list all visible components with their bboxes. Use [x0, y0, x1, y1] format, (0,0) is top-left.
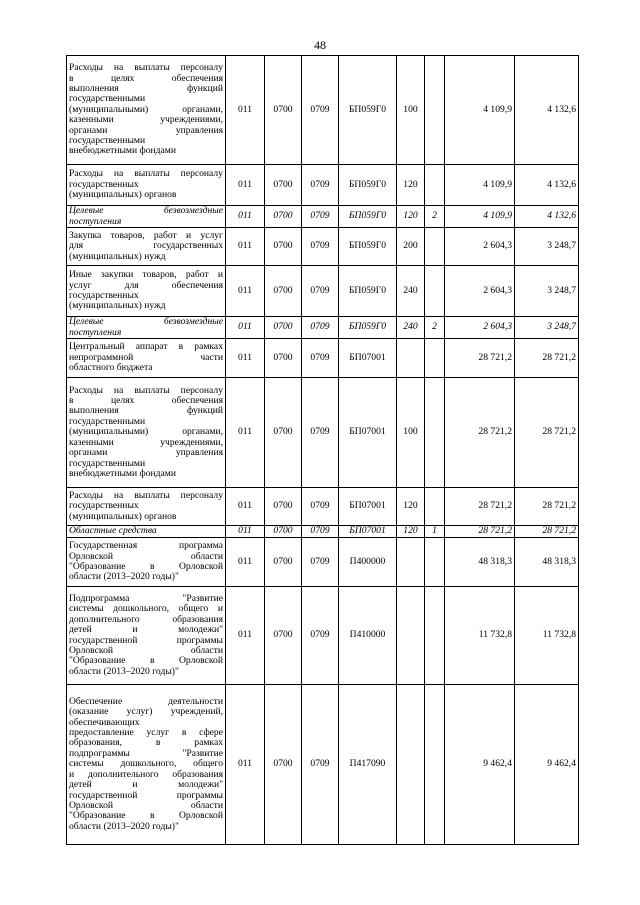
grbs-cell: 011	[226, 317, 265, 339]
source-cell	[425, 488, 445, 526]
expense-name-cell	[67, 587, 226, 685]
target-article-cell: БП07001	[339, 339, 397, 378]
sum-year2-cell: 3 248,7	[515, 317, 579, 339]
target-article-cell: БП059Г0	[339, 165, 397, 206]
expense-type-cell	[397, 587, 425, 685]
section-cell: 0700	[265, 339, 302, 378]
expense-type-cell	[397, 339, 425, 378]
target-article-cell: П417090	[339, 685, 397, 845]
expense-name-line: государственными	[69, 135, 146, 147]
section-cell: 0700	[265, 56, 302, 165]
target-article-cell: БП07001	[339, 526, 397, 538]
expense-name-line: поступления	[69, 215, 122, 227]
subsection-cell: 0709	[302, 378, 339, 488]
grbs-cell: 011	[226, 56, 265, 165]
sum-year1-cell: 48 318,3	[445, 538, 515, 587]
expense-name-line: государственной программы	[69, 789, 223, 801]
target-article-cell: БП059Г0	[339, 317, 397, 339]
section-cell: 0700	[265, 165, 302, 206]
expense-name-line: (муниципальных) нужд	[69, 250, 166, 262]
sum-year2-cell: 48 318,3	[515, 538, 579, 587]
expense-name-line: Расходы на выплаты персоналу	[69, 489, 223, 501]
grbs-cell: 011	[226, 587, 265, 685]
subsection-cell: 0709	[302, 685, 339, 845]
expense-name-line: внебюджетными фондами	[69, 145, 176, 157]
expense-name-line: выполнения функций	[69, 405, 223, 417]
expense-name-line: поступления	[69, 326, 122, 338]
expense-name-cell	[67, 685, 226, 845]
source-cell	[425, 685, 445, 845]
expense-name-line: Орловской области	[69, 644, 223, 656]
sum-year2-cell: 28 721,2	[515, 488, 579, 526]
expense-type-cell: 120	[397, 165, 425, 206]
table-row	[67, 587, 579, 685]
expense-name-line: Подпрограмма "Развитие	[69, 592, 223, 604]
section-cell: 0700	[265, 266, 302, 317]
subsection-cell: 0709	[302, 317, 339, 339]
expense-name-cell	[67, 378, 226, 488]
sum-year2-cell: 28 721,2	[515, 378, 579, 488]
table-row	[67, 206, 579, 228]
expense-name-line: области (2013–2020 годы)"	[69, 665, 179, 677]
expense-name-line: в целях обеспечения	[69, 395, 223, 407]
expense-name-cell	[67, 206, 226, 228]
expense-name-line: предоставление услуг в сфере	[69, 727, 223, 739]
subsection-cell: 0709	[302, 56, 339, 165]
target-article-cell: П410000	[339, 587, 397, 685]
sum-year1-cell: 28 721,2	[445, 526, 515, 538]
expense-name-cell	[67, 266, 226, 317]
expense-name-cell	[67, 317, 226, 339]
sum-year1-cell: 28 721,2	[445, 488, 515, 526]
grbs-cell: 011	[226, 488, 265, 526]
target-article-cell: БП059Г0	[339, 228, 397, 266]
expense-name-cell	[67, 526, 226, 538]
subsection-cell: 0709	[302, 488, 339, 526]
source-cell	[425, 538, 445, 587]
sum-year2-cell: 4 132,6	[515, 165, 579, 206]
expense-type-cell: 120	[397, 488, 425, 526]
expense-name-line: детей и молодежи"	[69, 624, 223, 636]
expense-name-line: системы дошкольного, общего	[69, 758, 223, 770]
sum-year2-cell: 3 248,7	[515, 266, 579, 317]
budget-table	[66, 55, 579, 845]
section-cell: 0700	[265, 228, 302, 266]
expense-name-line: государственными	[69, 415, 146, 427]
expense-name-cell	[67, 56, 226, 165]
expense-name-line: Орловской области	[69, 550, 223, 562]
expense-name-line: государственных	[69, 178, 139, 190]
expense-name-line: для государственных	[69, 240, 223, 252]
target-article-cell: П400000	[339, 538, 397, 587]
source-cell	[425, 378, 445, 488]
source-cell: 2	[425, 317, 445, 339]
table-row	[67, 685, 579, 845]
expense-name-line: обеспечивающих	[69, 716, 140, 728]
section-cell: 0700	[265, 685, 302, 845]
grbs-cell: 011	[226, 339, 265, 378]
expense-name-cell	[67, 339, 226, 378]
expense-name-line: и дополнительного образования	[69, 768, 223, 780]
expense-name-line: "Образование в Орловской	[69, 561, 223, 572]
grbs-cell: 011	[226, 378, 265, 488]
page-number: 48	[314, 38, 326, 52]
expense-name-cell	[67, 165, 226, 206]
expense-type-cell: 100	[397, 378, 425, 488]
expense-type-cell	[397, 685, 425, 845]
expense-name-line: Иные закупки товаров, работ и	[69, 269, 223, 281]
sum-year1-cell: 2 604,3	[445, 266, 515, 317]
expense-name-line: Орловской области	[69, 799, 223, 811]
expense-name-line: Закупка товаров, работ и услуг	[69, 229, 223, 241]
table-row	[67, 317, 579, 339]
expense-name-line: Областные средства	[69, 525, 157, 537]
subsection-cell: 0709	[302, 587, 339, 685]
expense-name-line: казенными учреждениями,	[69, 114, 223, 126]
target-article-cell: БП07001	[339, 488, 397, 526]
sum-year1-cell: 11 732,8	[445, 587, 515, 685]
section-cell: 0700	[265, 538, 302, 587]
source-cell: 1	[425, 526, 445, 538]
expense-name-line: государственных	[69, 500, 139, 512]
expense-name-line: внебюджетными фондами	[69, 467, 176, 479]
sum-year1-cell: 4 109,9	[445, 206, 515, 228]
sum-year2-cell: 28 721,2	[515, 339, 579, 378]
expense-name-line: Расходы на выплаты персоналу	[69, 384, 223, 396]
source-cell: 2	[425, 206, 445, 228]
expense-type-cell: 240	[397, 266, 425, 317]
subsection-cell: 0709	[302, 266, 339, 317]
section-cell: 0700	[265, 526, 302, 538]
expense-name-line: Расходы на выплаты персоналу	[69, 62, 223, 74]
expense-name-line: (оказание услуг) учреждений,	[69, 706, 223, 718]
section-cell: 0700	[265, 206, 302, 228]
expense-name-line: государственных	[69, 290, 139, 301]
table-row	[67, 538, 579, 587]
subsection-cell: 0709	[302, 526, 339, 538]
expense-name-line: (муниципальными) органами,	[69, 426, 223, 438]
expense-type-cell: 200	[397, 228, 425, 266]
section-cell: 0700	[265, 488, 302, 526]
grbs-cell: 011	[226, 526, 265, 538]
expense-type-cell: 120	[397, 526, 425, 538]
sum-year1-cell: 4 109,9	[445, 56, 515, 165]
source-cell	[425, 165, 445, 206]
sum-year1-cell: 4 109,9	[445, 165, 515, 206]
expense-name-line: Расходы на выплаты персоналу	[69, 168, 223, 180]
expense-name-line: в целях обеспечения	[69, 72, 223, 84]
sum-year1-cell: 28 721,2	[445, 339, 515, 378]
target-article-cell: БП059Г0	[339, 266, 397, 317]
sum-year2-cell: 3 248,7	[515, 228, 579, 266]
table-row	[67, 378, 579, 488]
subsection-cell: 0709	[302, 339, 339, 378]
expense-type-cell: 100	[397, 56, 425, 165]
expense-name-line: системы дошкольного, общего и	[69, 603, 223, 615]
expense-name-line: (муниципальных) нужд	[69, 300, 166, 312]
sum-year1-cell: 9 462,4	[445, 685, 515, 845]
target-article-cell: БП07001	[339, 378, 397, 488]
expense-name-line: "Образование в Орловской	[69, 655, 223, 667]
expense-name-line: Обеспечение деятельности	[69, 695, 223, 707]
sum-year2-cell: 4 132,6	[515, 206, 579, 228]
expense-name-line: государственной программы	[69, 634, 223, 646]
expense-name-line: государственными	[69, 457, 146, 469]
subsection-cell: 0709	[302, 228, 339, 266]
sum-year1-cell: 2 604,3	[445, 317, 515, 339]
expense-name-line: детей и молодежи"	[69, 779, 223, 791]
expense-name-line: (муниципальных) органов	[69, 189, 177, 201]
expense-name-line: услуг для обеспечения	[69, 279, 223, 291]
expense-name-line: Центральный аппарат в рамках	[69, 341, 223, 353]
expense-name-line: Целевые безвозмездные	[69, 316, 223, 328]
sum-year2-cell: 4 132,6	[515, 56, 579, 165]
subsection-cell: 0709	[302, 165, 339, 206]
section-cell: 0700	[265, 317, 302, 339]
table-row	[67, 339, 579, 378]
expense-name-line: дополнительного образования	[69, 613, 223, 625]
target-article-cell: БП059Г0	[339, 206, 397, 228]
table-row	[67, 56, 579, 165]
grbs-cell: 011	[226, 538, 265, 587]
sum-year1-cell: 2 604,3	[445, 228, 515, 266]
sum-year2-cell: 28 721,2	[515, 526, 579, 538]
sum-year2-cell: 11 732,8	[515, 587, 579, 685]
budget-table-body	[67, 56, 579, 845]
expense-name-line: непрограммной части	[69, 351, 223, 363]
expense-type-cell: 240	[397, 317, 425, 339]
table-row	[67, 228, 579, 266]
expense-name-line: Государственная программа	[69, 540, 223, 552]
expense-name-line: области (2013–2020 годы)"	[69, 571, 179, 583]
target-article-cell: БП059Г0	[339, 56, 397, 165]
section-cell: 0700	[265, 587, 302, 685]
expense-name-line: казенными учреждениями,	[69, 436, 223, 448]
expense-name-line: Целевые безвозмездные	[69, 205, 223, 217]
expense-name-line: области (2013–2020 годы)"	[69, 820, 179, 832]
sum-year2-cell: 9 462,4	[515, 685, 579, 845]
source-cell	[425, 339, 445, 378]
table-row	[67, 165, 579, 206]
expense-name-cell	[67, 538, 226, 587]
sum-year1-cell: 28 721,2	[445, 378, 515, 488]
grbs-cell: 011	[226, 228, 265, 266]
expense-name-line: органами управления	[69, 124, 223, 136]
grbs-cell: 011	[226, 206, 265, 228]
grbs-cell: 011	[226, 266, 265, 317]
expense-name-line: государственными	[69, 93, 146, 105]
expense-name-line: областного бюджета	[69, 362, 153, 374]
grbs-cell: 011	[226, 165, 265, 206]
expense-name-line: (муниципальных) органов	[69, 510, 177, 522]
expense-name-line: "Образование в Орловской	[69, 810, 223, 822]
expense-type-cell: 120	[397, 206, 425, 228]
source-cell	[425, 266, 445, 317]
expense-type-cell	[397, 538, 425, 587]
expense-name-line: (муниципальными) органами,	[69, 103, 223, 115]
source-cell	[425, 587, 445, 685]
expense-name-line: органами управления	[69, 447, 223, 459]
expense-name-line: выполнения функций	[69, 82, 223, 94]
grbs-cell: 011	[226, 685, 265, 845]
table-row	[67, 526, 579, 538]
expense-name-cell	[67, 228, 226, 266]
subsection-cell: 0709	[302, 538, 339, 587]
source-cell	[425, 228, 445, 266]
table-row	[67, 266, 579, 317]
expense-name-cell	[67, 488, 226, 526]
subsection-cell: 0709	[302, 206, 339, 228]
section-cell: 0700	[265, 378, 302, 488]
expense-name-line: образования, в рамках	[69, 737, 223, 749]
expense-name-line: подпрограммы "Развитие	[69, 747, 223, 759]
source-cell	[425, 56, 445, 165]
table-row	[67, 488, 579, 526]
